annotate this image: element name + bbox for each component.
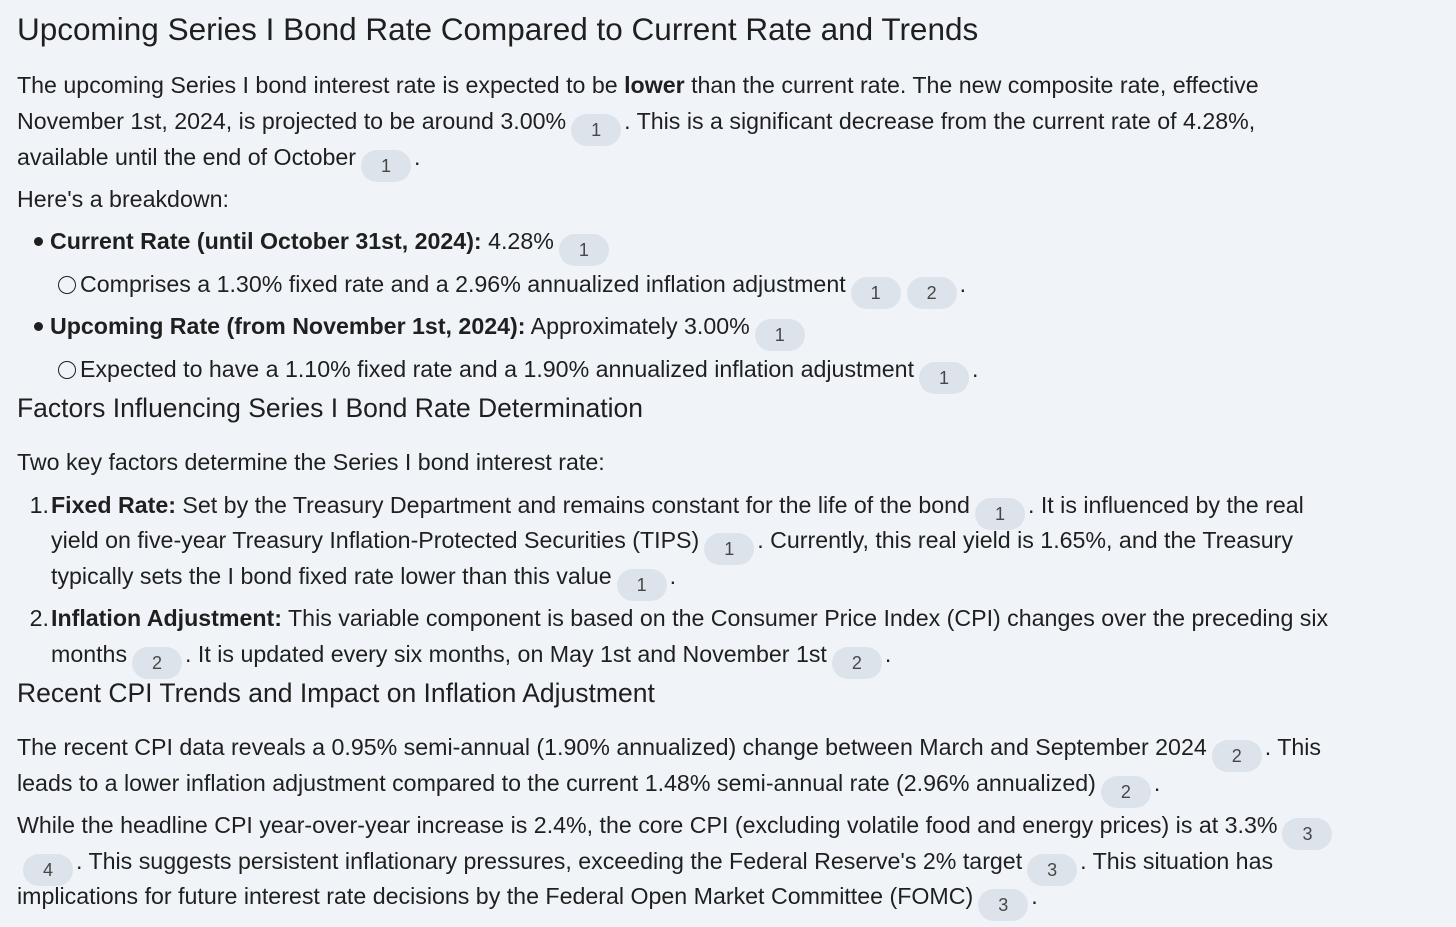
bullet-current-rate: Current Rate (until October 31st, 2024): 4.28% 1 [34,223,612,259]
circle-bullet [58,276,76,294]
citation-chip[interactable]: 1 [617,569,667,601]
citation-chip[interactable]: 1 [755,319,805,351]
bullet-dot [34,322,43,331]
page-title: Upcoming Series I Bond Rate Compared to Current Rate and Trends [17,11,979,47]
citation-chip[interactable]: 1 [919,362,969,394]
cpi-p1-line-2: leads to a lower inflation adjustment compared to the current 1.48% semi-annual rate (2.96% annualized) 2 . [17,765,1160,801]
section-heading-cpi: Recent CPI Trends and Impact on Inflation Adjustment [17,678,655,708]
citation-chip[interactable]: 3 [978,889,1028,921]
citation-chip[interactable]: 1 [361,150,411,182]
citation-chip[interactable]: 1 [571,114,621,146]
factor-fixed-rate-line-2: yield on five-year Treasury Inflation-Protected Securities (TIPS) 1 . Currently, this real yield is 1.65%, and the Treasury [51,522,1293,558]
citation-chip[interactable]: 1 [851,277,901,309]
citation-chip[interactable]: 2 [832,647,882,679]
breakdown-label: Here's a breakdown: [17,186,229,212]
citation-chip[interactable]: 4 [23,854,73,886]
factor-inflation-line-1: 2.Inflation Adjustment: This variable component is based on the Consumer Price Index (CPI) changes over the preceding six [29,605,1329,631]
citation-chip[interactable]: 3 [1282,818,1332,850]
cpi-p2-line-1: While the headline CPI year-over-year increase is 2.4%, the core CPI (excluding volatile food and energy prices) is at 3.3% 3 [17,807,1335,843]
sub-bullet-upcoming-breakdown: Expected to have a 1.10% fixed rate and a 1.90% annualized inflation adjustment 1 . [58,351,978,387]
citation-chip[interactable]: 3 [1027,854,1077,886]
bullet-upcoming-rate: Upcoming Rate (from November 1st, 2024): Approximately 3.00% 1 [34,308,808,344]
section-heading-factors: Factors Influencing Series I Bond Rate Determination [17,393,644,423]
citation-chip[interactable]: 2 [132,647,182,679]
factor-inflation-line-2: months 2 . It is updated every six months, on May 1st and November 1st 2 . [51,636,891,672]
citation-chip[interactable]: 2 [1212,740,1262,772]
sub-bullet-current-breakdown: Comprises a 1.30% fixed rate and a 2.96% annualized inflation adjustment 1 2 . [58,266,966,302]
citation-chip[interactable]: 1 [975,498,1025,530]
circle-bullet [58,361,76,379]
cpi-p2-line-2: 4 . This suggests persistent inflationary pressures, exceeding the Federal Reserve's 2% target 3 . This situation has [17,843,1273,879]
citation-chip[interactable]: 1 [704,533,754,565]
cpi-p2-line-3: implications for future interest rate decisions by the Federal Open Market Committee (FOMC) 3 . [17,878,1038,914]
emphasis-lower: lower [624,72,685,98]
factor-fixed-rate-line-1: 1.Fixed Rate: Set by the Treasury Department and remains constant for the life of the bond 1 . It is influenced by the real [28,487,1304,523]
intro-line-2: November 1st, 2024, is projected to be around 3.00% 1 . This is a significant decrease from the current rate of 4.28%, [17,103,1255,139]
cpi-p1-line-1: The recent CPI data reveals a 0.95% semi-annual (1.90% annualized) change between March and September 2024 2 . This [17,729,1321,765]
factor-fixed-rate-line-3: typically sets the I bond fixed rate lower than this value 1 . [51,558,676,594]
citation-chip[interactable]: 2 [907,277,957,309]
citation-chip[interactable]: 1 [559,234,609,266]
intro-line-1: The upcoming Series I bond interest rate is expected to be lower than the current rate. The new composite rate, effective [17,72,1259,98]
citation-chip[interactable]: 2 [1101,776,1151,808]
factors-intro: Two key factors determine the Series I bond interest rate: [17,449,605,475]
bullet-dot [34,237,43,246]
intro-line-3: available until the end of October 1 . [17,139,420,175]
